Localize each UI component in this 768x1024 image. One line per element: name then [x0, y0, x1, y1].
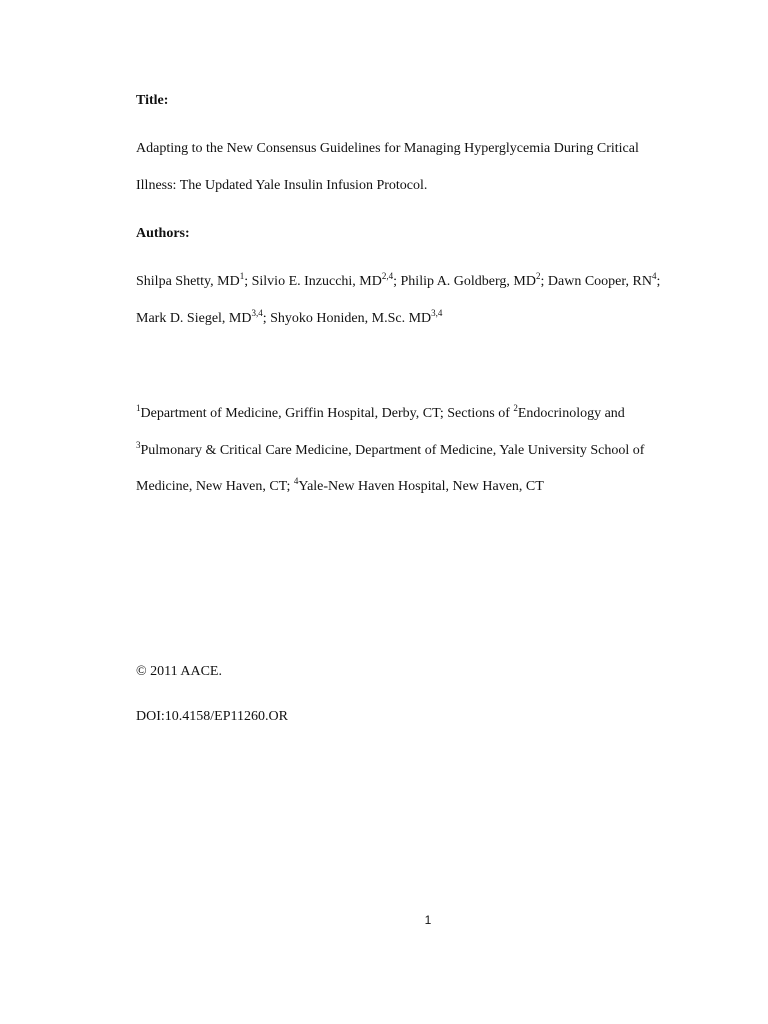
affiliation-text: Medicine, New Haven, CT;: [136, 479, 294, 494]
affiliation-sup: 3: [136, 440, 141, 450]
affiliation-sup: 2: [513, 403, 518, 413]
author-affiliation-sup: 3,4: [251, 308, 263, 318]
author-separator: ;: [656, 274, 661, 289]
author-separator: ;: [262, 311, 271, 326]
doi: DOI:10.4158/EP11260.OR: [136, 709, 288, 724]
affiliation-line-2: [136, 442, 644, 460]
authors-line-2: [136, 310, 442, 328]
author-name: Mark D. Siegel, MD: [136, 311, 252, 326]
authors-line-1: [136, 273, 660, 291]
author-separator: ;: [244, 274, 252, 289]
page-number: 1: [424, 913, 432, 927]
author-name: Shyoko Honiden, M.Sc. MD: [270, 311, 432, 326]
affiliation-line-3: [136, 478, 544, 496]
title-heading: Title:: [136, 93, 169, 108]
affiliation-sup: 4: [293, 476, 299, 486]
title-line-1: Adapting to the New Consensus Guidelines for Managing Hyperglycemia During Critical: [136, 141, 639, 156]
affiliation-line-1: [136, 405, 625, 423]
author-name: Silvio E. Inzucchi, MD: [251, 274, 382, 289]
copyright-notice: © 2011 AACE.: [136, 664, 222, 679]
affiliation-text: Yale-New Haven Hospital, New Haven, CT: [298, 479, 544, 494]
author-name: Shilpa Shetty, MD: [136, 274, 240, 289]
affiliation-text: Department of Medicine, Griffin Hospital, Derby, CT; Sections of: [140, 406, 514, 421]
title-line-2: Illness: The Updated Yale Insulin Infusion Protocol.: [136, 178, 428, 193]
author-affiliation-sup: 4: [651, 271, 657, 281]
affiliation-text: Pulmonary & Critical Care Medicine, Department of Medicine, Yale University School of: [140, 443, 645, 458]
author-separator: ;: [393, 274, 401, 289]
affiliation-sup: 1: [136, 403, 141, 413]
author-affiliation-sup: 2,4: [381, 271, 394, 281]
author-name: Philip A. Goldberg, MD: [400, 274, 536, 289]
author-affiliation-sup: 2: [536, 271, 541, 281]
authors-heading: Authors:: [136, 226, 190, 241]
author-name: Dawn Cooper, RN: [547, 274, 652, 289]
author-affiliation-sup: 1: [239, 271, 245, 281]
author-separator: ;: [540, 274, 548, 289]
affiliation-text: Endocrinology and: [517, 406, 625, 421]
author-affiliation-sup: 3,4: [431, 308, 443, 318]
